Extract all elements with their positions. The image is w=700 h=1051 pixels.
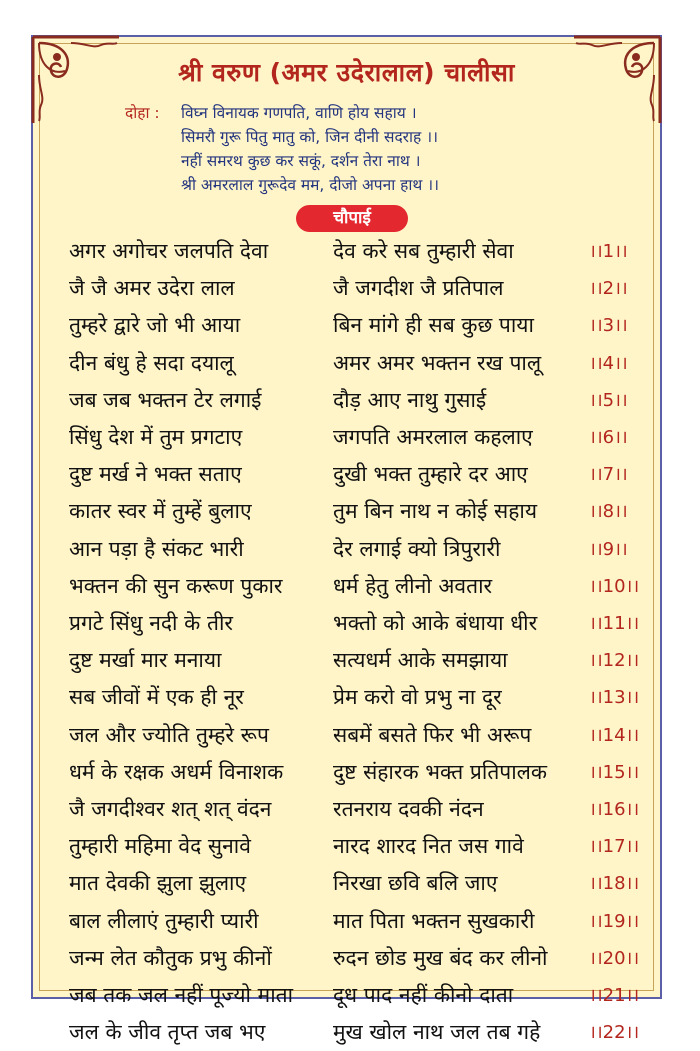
verse-second-half: दौड़ आए नाथु गुसाई bbox=[333, 387, 487, 412]
verse-second-half: रुदन छोड मुख बंद कर लीनो bbox=[333, 945, 548, 970]
doha-line: नहीं समरथ कुछ कर सकूं, दर्शन तेरा नाथ । bbox=[181, 152, 421, 170]
verse-number: ।।15।। bbox=[589, 761, 640, 783]
verse-first-half: कातर स्वर में तुम्हें बुलाए bbox=[69, 499, 252, 524]
doha-label: दोहा : bbox=[125, 104, 160, 122]
verse-number: ।।11।। bbox=[589, 613, 640, 634]
verse-second-half: दुष्ट संहारक भक्त प्रतिपालक bbox=[333, 759, 548, 784]
verse-first-half: तुम्हरे द्वारे जो भी आया bbox=[69, 313, 241, 338]
verse-row bbox=[33, 493, 664, 530]
verse-first-half: जन्म लेत कौतुक प्रभु कीनों bbox=[69, 945, 272, 970]
verse-first-half: जब जब भक्तन टेर लगाई bbox=[69, 387, 262, 412]
doha-line: श्री अमरलाल गुरूदेव मम, दीजो अपना हाथ ।। bbox=[181, 176, 439, 194]
verse-number: ।।17।। bbox=[589, 836, 640, 858]
verse-second-half: भक्तो को आके बंधाया धीर bbox=[333, 611, 538, 635]
verse-number: ।।1।। bbox=[589, 241, 628, 262]
verse-second-half: सत्यधर्म आके समझाया bbox=[333, 648, 508, 673]
verse-row bbox=[33, 568, 664, 605]
verse-second-half: दुखी भक्त तुम्हारे दर आए bbox=[333, 462, 528, 487]
verse-number: ।।10।। bbox=[589, 575, 640, 597]
verse-second-half: प्रेम करो वो प्रभु ना दूर bbox=[333, 685, 502, 710]
verse-row bbox=[33, 754, 664, 791]
verse-number: ।।21।। bbox=[589, 985, 640, 1006]
verse-number: ।।12।। bbox=[589, 650, 640, 672]
verse-first-half: प्रगटे सिंधु नदी के तीर bbox=[69, 611, 233, 635]
verse-second-half: बिन मांगे ही सब कुछ पाया bbox=[333, 313, 534, 338]
verse-row bbox=[33, 307, 664, 344]
verse-first-half: बाल लीलाएं तुम्हारी प्यारी bbox=[69, 908, 259, 933]
verse-second-half: देर लगाई क्यो त्रिपुरारी bbox=[333, 536, 501, 561]
verse-number: ।।22।। bbox=[589, 1022, 640, 1044]
verse-row bbox=[33, 270, 664, 307]
chaupai-badge: चौपाई bbox=[296, 205, 408, 232]
verse-second-half: जगपति अमरलाल कहलाए bbox=[333, 425, 533, 449]
verse-second-half: दूध पाद नहीं कीनो दाता bbox=[333, 983, 514, 1007]
verse-first-half: आन पड़ा है संकट भारी bbox=[69, 536, 244, 561]
verse-row bbox=[33, 903, 664, 940]
verse-number: ।।4।। bbox=[589, 352, 628, 374]
verse-second-half: मुख खोल नाथ जल तब गहे bbox=[333, 1020, 541, 1045]
verse-row bbox=[33, 717, 664, 754]
verse-row bbox=[33, 345, 664, 382]
verse-first-half: जै जै अमर उदेरा लाल bbox=[69, 276, 235, 301]
verse-number: ।।5।। bbox=[589, 389, 628, 411]
verse-row bbox=[33, 419, 664, 456]
verse-first-half: अगर अगोचर जलपति देवा bbox=[69, 239, 269, 263]
verse-row bbox=[33, 940, 664, 977]
verse-row bbox=[33, 791, 664, 828]
verse-number: ।।8।। bbox=[589, 501, 628, 523]
verse-first-half: सब जीवों में एक ही नूर bbox=[69, 685, 244, 710]
verse-number: ।।14।। bbox=[589, 724, 640, 746]
doha-line: विघ्न विनायक गणपति, वाणि होय सहाय । bbox=[181, 104, 417, 122]
verse-number: ।।6।। bbox=[589, 427, 628, 448]
verse-first-half: तुम्हारी महिमा वेद सुनावे bbox=[69, 834, 251, 859]
verse-row bbox=[33, 1014, 664, 1051]
verse-number: ।।18।। bbox=[589, 873, 640, 895]
verse-row bbox=[33, 865, 664, 902]
verse-second-half: जै जगदीश जै प्रतिपाल bbox=[333, 276, 504, 301]
verse-number: ।।20।। bbox=[589, 947, 640, 969]
verse-number: ।।2।। bbox=[589, 278, 628, 300]
verse-row bbox=[33, 456, 664, 493]
verse-first-half: जल और ज्योति तुम्हरे रूप bbox=[69, 722, 269, 747]
verse-second-half: निरखा छवि बलि जाए bbox=[333, 871, 498, 896]
verse-first-half: सिंधु देश में तुम प्रगटाए bbox=[69, 425, 243, 449]
doha-line: सिमरौ गुरू पितु मातु को, जिन दीनी सदराह ।। bbox=[181, 128, 438, 146]
verse-row bbox=[33, 679, 664, 716]
verse-second-half: रतनराय दवकी नंदन bbox=[333, 797, 484, 821]
verse-row bbox=[33, 605, 664, 642]
verse-row bbox=[33, 382, 664, 419]
page-title: श्री वरुण (अमर उदेरालाल) चालीसा bbox=[178, 58, 515, 87]
verse-number: ।।19।। bbox=[589, 910, 640, 932]
verse-number: ।।9।। bbox=[589, 538, 628, 560]
verse-first-half: जब तक जल नहीं पूज्यो माता bbox=[69, 983, 294, 1007]
verse-row bbox=[33, 977, 664, 1014]
verse-first-half: दीन बंधु हे सदा दयालू bbox=[69, 350, 234, 375]
verse-first-half: दुष्ट मर्खा मार मनाया bbox=[69, 648, 222, 673]
verse-first-half: भक्तन की सुन करूण पुकार bbox=[69, 573, 283, 598]
verse-row bbox=[33, 828, 664, 865]
verse-row bbox=[33, 642, 664, 679]
verse-number: ।।13।। bbox=[589, 687, 640, 709]
verse-number: ।।3।। bbox=[589, 315, 628, 337]
verse-second-half: तुम बिन नाथ न कोई सहाय bbox=[333, 499, 538, 524]
verse-number: ।।7।। bbox=[589, 464, 628, 486]
verse-second-half: मात पिता भक्तन सुखकारी bbox=[333, 908, 535, 933]
verse-first-half: जै जगदीश्वर शत् शत् वंदन bbox=[69, 797, 272, 821]
verse-number: ।।16।। bbox=[589, 799, 640, 820]
verse-second-half: नारद शारद नित जस गावे bbox=[333, 834, 524, 859]
verse-first-half: मात देवकी झुला झुलाए bbox=[69, 871, 247, 896]
verse-second-half: धर्म हेतु लीनो अवतार bbox=[333, 573, 493, 598]
verse-row bbox=[33, 531, 664, 568]
verse-first-half: जल के जीव तृप्त जब भए bbox=[69, 1020, 266, 1045]
verse-row bbox=[33, 233, 664, 270]
verse-first-half: धर्म के रक्षक अधर्म विनाशक bbox=[69, 759, 284, 784]
chalisa-page bbox=[31, 35, 662, 1045]
verse-second-half: देव करे सब तुम्हारी सेवा bbox=[333, 239, 514, 263]
verse-second-half: अमर अमर भक्तन रख पालू bbox=[333, 350, 542, 375]
verse-first-half: दुष्ट मर्ख ने भक्त सताए bbox=[69, 462, 242, 487]
verse-second-half: सबमें बसते फिर भी अरूप bbox=[333, 722, 532, 747]
